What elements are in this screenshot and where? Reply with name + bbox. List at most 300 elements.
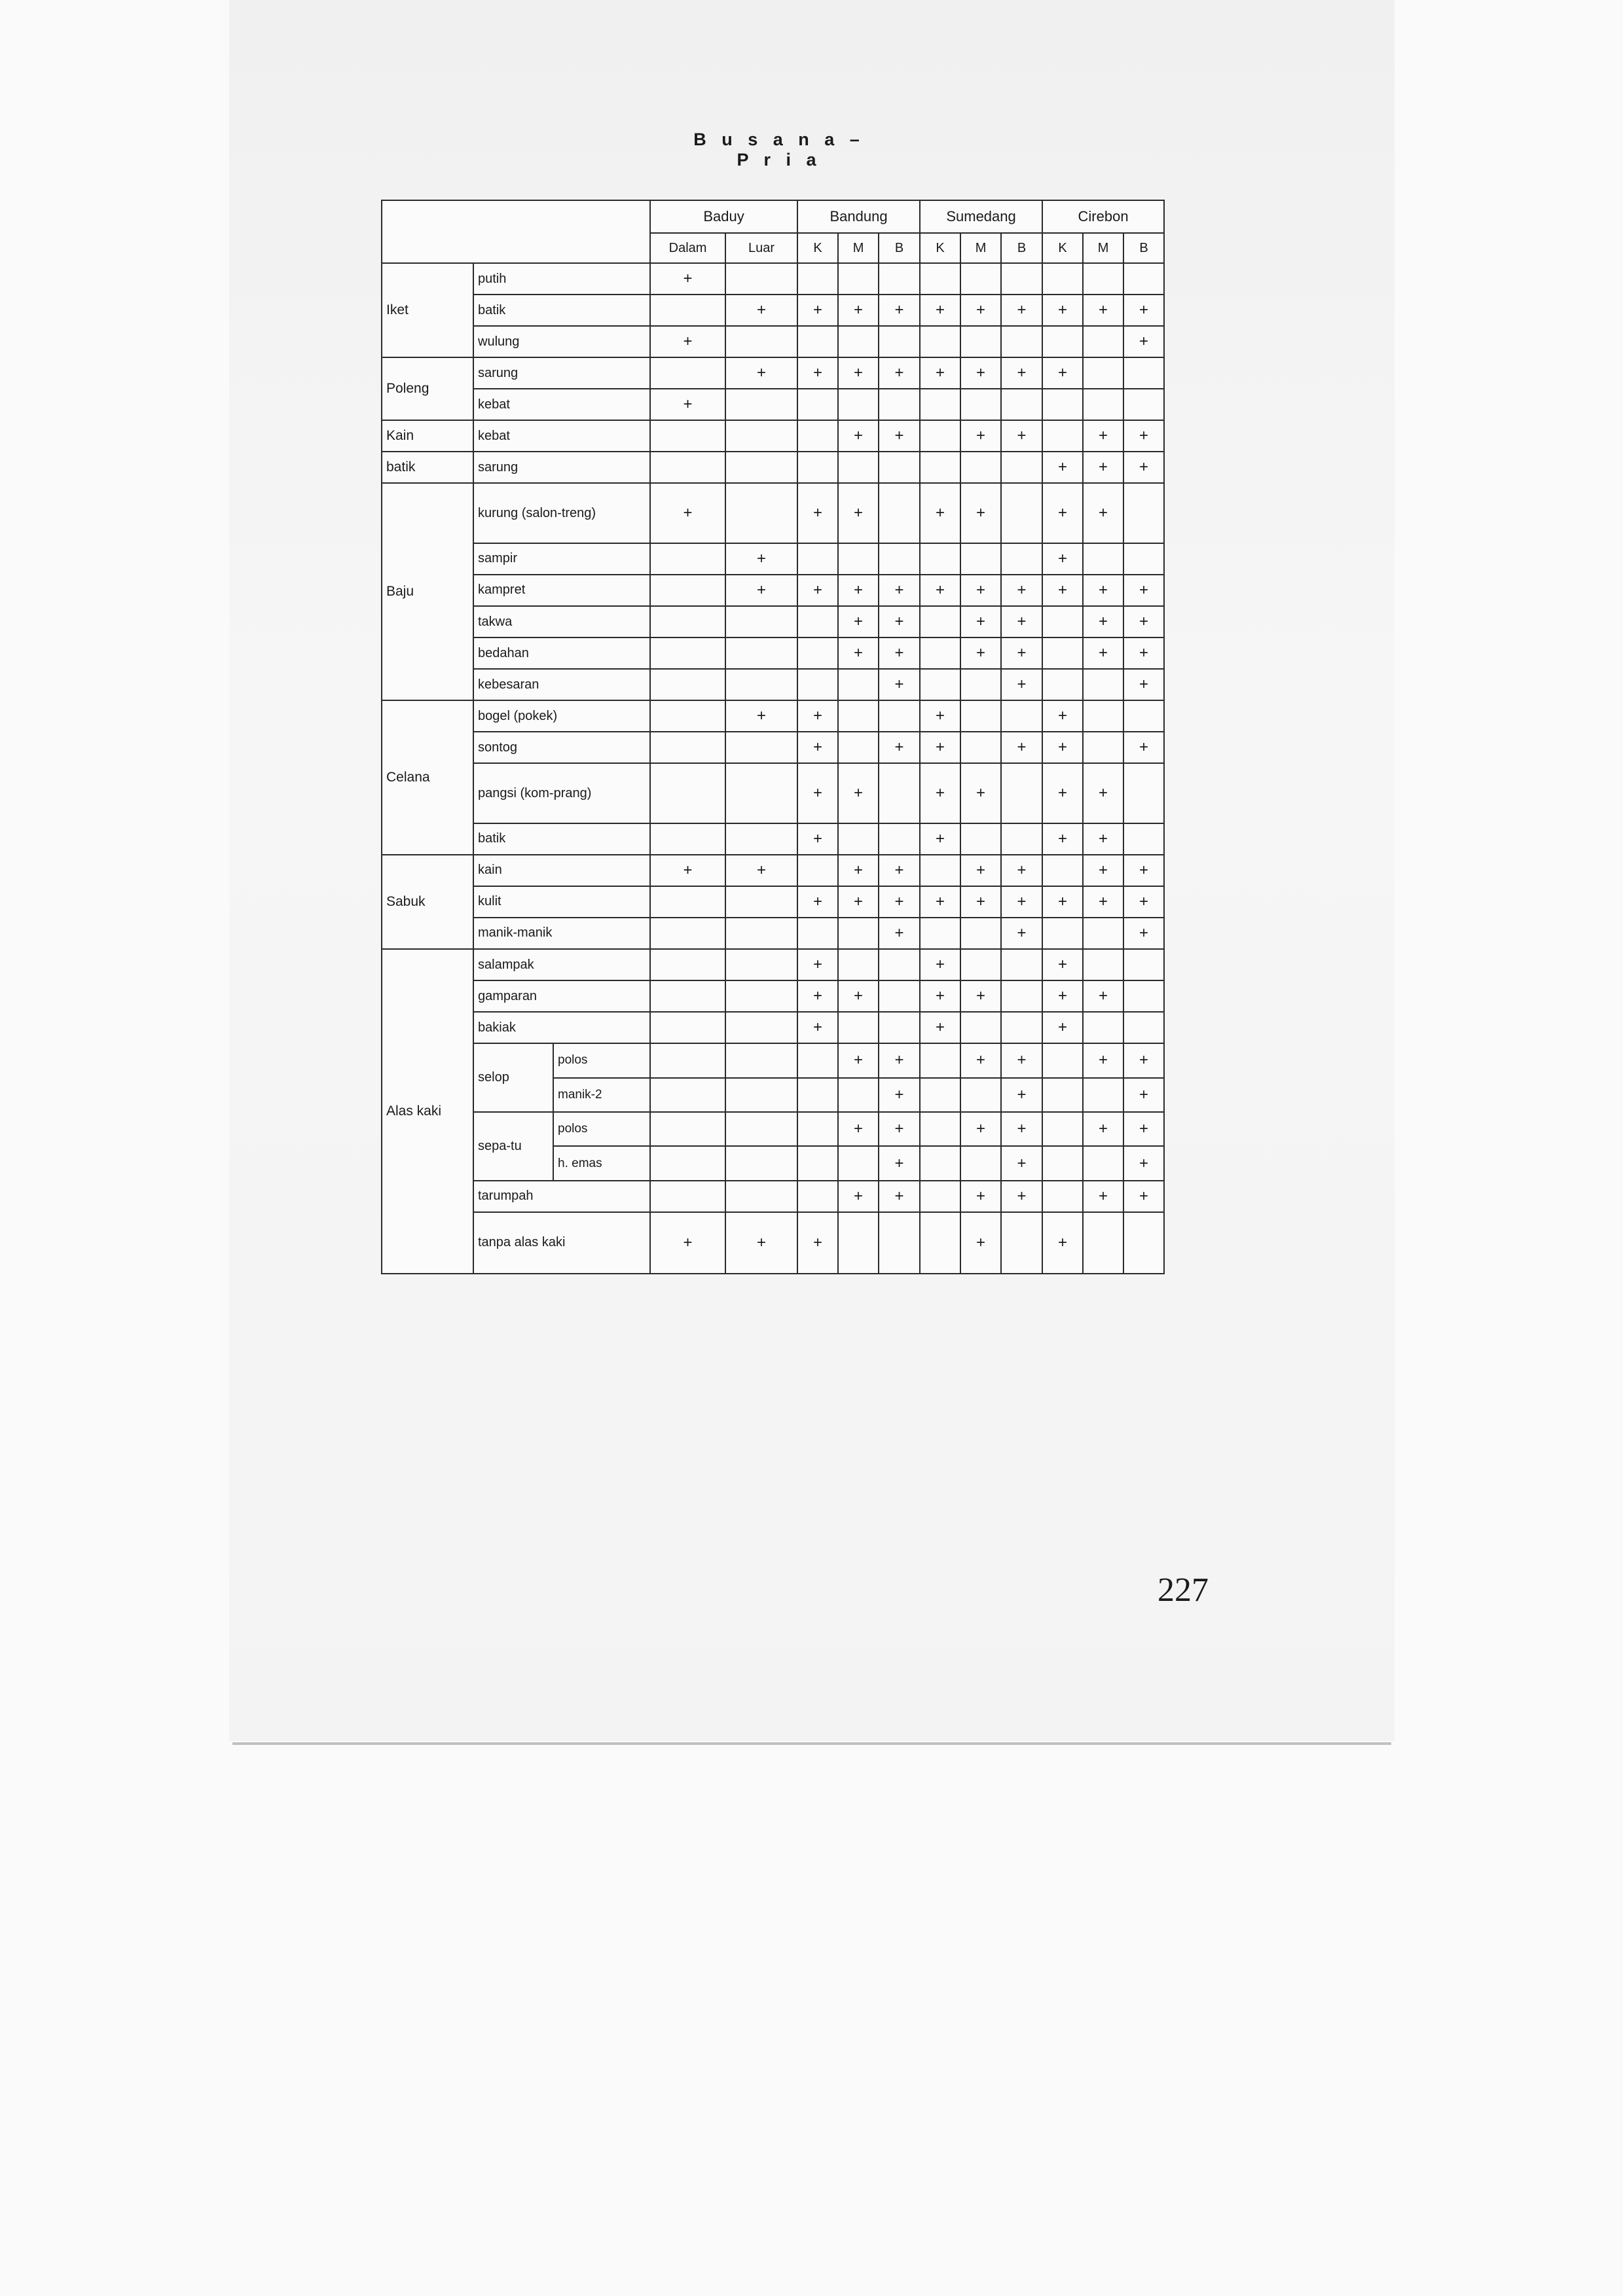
item-cell: sepa-tu (473, 1112, 553, 1181)
empty-mark-cell (960, 949, 1001, 980)
empty-mark-cell (920, 918, 960, 949)
empty-mark-cell (725, 1012, 797, 1043)
plus-mark: + (838, 1043, 879, 1077)
plus-mark: + (879, 1078, 920, 1112)
empty-mark-cell (920, 637, 960, 669)
plus-mark: + (1083, 763, 1123, 823)
empty-mark-cell (838, 543, 879, 575)
plus-mark: + (1083, 855, 1123, 886)
plus-mark: + (960, 1112, 1001, 1146)
table-row (382, 669, 1164, 700)
category-cell: Celana (382, 700, 473, 855)
empty-mark-cell (1001, 543, 1042, 575)
empty-mark-cell (960, 263, 1001, 295)
item-cell: sontog (473, 732, 650, 763)
item-cell: bedahan (473, 637, 650, 669)
table-row (382, 389, 1164, 420)
empty-mark-cell (879, 1212, 920, 1274)
plus-mark: + (797, 483, 838, 543)
plus-mark: + (725, 1212, 797, 1274)
plus-mark: + (879, 855, 920, 886)
empty-mark-cell (725, 949, 797, 980)
plus-mark: + (797, 295, 838, 326)
plus-mark: + (960, 295, 1001, 326)
plus-mark: + (1123, 452, 1164, 483)
plus-mark: + (920, 483, 960, 543)
plus-mark: + (1042, 1212, 1083, 1274)
empty-mark-cell (797, 918, 838, 949)
empty-mark-cell (838, 823, 879, 855)
plus-mark: + (879, 606, 920, 637)
empty-mark-cell (725, 763, 797, 823)
empty-mark-cell (797, 1078, 838, 1112)
empty-mark-cell (725, 637, 797, 669)
empty-mark-cell (1123, 1212, 1164, 1274)
table-row (382, 980, 1164, 1012)
empty-mark-cell (920, 543, 960, 575)
empty-mark-cell (920, 263, 960, 295)
item-cell: sarung (473, 357, 650, 389)
empty-mark-cell (1042, 326, 1083, 357)
empty-mark-cell (1001, 823, 1042, 855)
empty-mark-cell (920, 669, 960, 700)
table-row (382, 420, 1164, 452)
empty-mark-cell (650, 823, 725, 855)
empty-mark-cell (838, 389, 879, 420)
item-cell: pangsi (kom-prang) (473, 763, 650, 823)
plus-mark: + (879, 637, 920, 669)
item-cell: gamparan (473, 980, 650, 1012)
empty-mark-cell (920, 855, 960, 886)
plus-mark: + (1042, 452, 1083, 483)
plus-mark: + (1001, 420, 1042, 452)
plus-mark: + (1001, 669, 1042, 700)
empty-mark-cell (1083, 700, 1123, 732)
empty-mark-cell (1123, 263, 1164, 295)
empty-mark-cell (1042, 1043, 1083, 1077)
plus-mark: + (920, 295, 960, 326)
plus-mark: + (797, 357, 838, 389)
empty-mark-cell (838, 732, 879, 763)
plus-mark: + (725, 543, 797, 575)
plus-mark: + (879, 886, 920, 918)
plus-mark: + (1123, 1112, 1164, 1146)
header-sumedang: Sumedang (920, 200, 1042, 233)
plus-mark: + (1083, 452, 1123, 483)
empty-mark-cell (838, 1012, 879, 1043)
plus-mark: + (797, 949, 838, 980)
plus-mark: + (960, 575, 1001, 606)
empty-mark-cell (920, 1212, 960, 1274)
plus-mark: + (1083, 980, 1123, 1012)
empty-mark-cell (1042, 1078, 1083, 1112)
empty-mark-cell (1123, 543, 1164, 575)
plus-mark: + (1123, 326, 1164, 357)
plus-mark: + (838, 357, 879, 389)
empty-mark-cell (920, 1112, 960, 1146)
empty-mark-cell (879, 389, 920, 420)
item-cell: tanpa alas kaki (473, 1212, 650, 1274)
page-title: B u s a n a – P r i a (693, 130, 865, 170)
empty-mark-cell (725, 918, 797, 949)
plus-mark: + (725, 295, 797, 326)
item-cell: batik (473, 823, 650, 855)
empty-mark-cell (960, 1146, 1001, 1180)
subheader-sumedang-m: M (960, 233, 1001, 263)
empty-mark-cell (725, 452, 797, 483)
empty-mark-cell (960, 918, 1001, 949)
plus-mark: + (1123, 575, 1164, 606)
empty-mark-cell (1083, 357, 1123, 389)
plus-mark: + (920, 575, 960, 606)
empty-mark-cell (1083, 669, 1123, 700)
plus-mark: + (797, 732, 838, 763)
empty-mark-cell (1001, 263, 1042, 295)
plus-mark: + (1083, 606, 1123, 637)
empty-mark-cell (879, 452, 920, 483)
empty-mark-cell (1042, 1146, 1083, 1180)
item-cell: sarung (473, 452, 650, 483)
table-row (382, 295, 1164, 326)
plus-mark: + (1001, 606, 1042, 637)
empty-mark-cell (879, 823, 920, 855)
table-row (382, 543, 1164, 575)
empty-mark-cell (960, 326, 1001, 357)
empty-mark-cell (960, 1078, 1001, 1112)
plus-mark: + (838, 1112, 879, 1146)
empty-mark-cell (797, 637, 838, 669)
table-row (382, 823, 1164, 855)
category-cell: Baju (382, 483, 473, 700)
empty-mark-cell (650, 543, 725, 575)
plus-mark: + (1042, 823, 1083, 855)
subheader-dalam: Dalam (650, 233, 725, 263)
plus-mark: + (650, 263, 725, 295)
empty-mark-cell (650, 700, 725, 732)
plus-mark: + (920, 732, 960, 763)
plus-mark: + (960, 886, 1001, 918)
plus-mark: + (1001, 918, 1042, 949)
empty-mark-cell (960, 669, 1001, 700)
item-cell: kain (473, 855, 650, 886)
plus-mark: + (1001, 295, 1042, 326)
empty-mark-cell (650, 1112, 725, 1146)
plus-mark: + (1123, 606, 1164, 637)
plus-mark: + (797, 763, 838, 823)
plus-mark: + (1042, 1012, 1083, 1043)
empty-mark-cell (1042, 606, 1083, 637)
empty-mark-cell (725, 1043, 797, 1077)
empty-mark-cell (725, 1146, 797, 1180)
plus-mark: + (1083, 637, 1123, 669)
plus-mark: + (650, 326, 725, 357)
plus-mark: + (797, 823, 838, 855)
empty-mark-cell (879, 700, 920, 732)
plus-mark: + (1001, 732, 1042, 763)
table-row (382, 886, 1164, 918)
empty-mark-cell (650, 763, 725, 823)
empty-mark-cell (1001, 949, 1042, 980)
scan-edge (232, 1742, 1391, 1745)
empty-mark-cell (1123, 389, 1164, 420)
plus-mark: + (1001, 1078, 1042, 1112)
sub-item-cell: manik-2 (553, 1078, 650, 1112)
table-row (382, 483, 1164, 543)
empty-mark-cell (725, 483, 797, 543)
table-row (382, 357, 1164, 389)
plus-mark: + (1123, 1043, 1164, 1077)
plus-mark: + (1001, 1181, 1042, 1212)
empty-mark-cell (650, 732, 725, 763)
plus-mark: + (960, 1181, 1001, 1212)
empty-mark-cell (960, 700, 1001, 732)
header-cirebon: Cirebon (1042, 200, 1164, 233)
subheader-bandung-b: B (879, 233, 920, 263)
costume-table (381, 200, 1165, 1274)
plus-mark: + (797, 700, 838, 732)
empty-mark-cell (797, 855, 838, 886)
table-row (382, 263, 1164, 295)
table-row (382, 918, 1164, 949)
plus-mark: + (879, 669, 920, 700)
plus-mark: + (1123, 637, 1164, 669)
empty-mark-cell (838, 326, 879, 357)
plus-mark: + (879, 1043, 920, 1077)
table-row (382, 855, 1164, 886)
empty-mark-cell (838, 949, 879, 980)
empty-mark-cell (650, 980, 725, 1012)
subheader-cirebon-m: M (1083, 233, 1123, 263)
header-row-groups (382, 200, 1164, 233)
plus-mark: + (920, 823, 960, 855)
empty-mark-cell (920, 389, 960, 420)
header-bandung: Bandung (797, 200, 920, 233)
item-cell: sampir (473, 543, 650, 575)
item-cell: manik-manik (473, 918, 650, 949)
empty-mark-cell (920, 1043, 960, 1077)
plus-mark: + (1083, 483, 1123, 543)
table-row (382, 949, 1164, 980)
empty-mark-cell (1042, 855, 1083, 886)
plus-mark: + (1042, 732, 1083, 763)
item-cell: kebesaran (473, 669, 650, 700)
empty-mark-cell (725, 823, 797, 855)
plus-mark: + (838, 763, 879, 823)
plus-mark: + (725, 575, 797, 606)
plus-mark: + (650, 1212, 725, 1274)
empty-mark-cell (725, 732, 797, 763)
empty-mark-cell (797, 263, 838, 295)
empty-mark-cell (1042, 1112, 1083, 1146)
empty-mark-cell (1042, 389, 1083, 420)
plus-mark: + (797, 575, 838, 606)
plus-mark: + (1001, 886, 1042, 918)
plus-mark: + (1083, 1043, 1123, 1077)
empty-mark-cell (1001, 483, 1042, 543)
category-cell: Sabuk (382, 855, 473, 949)
table-row (382, 732, 1164, 763)
plus-mark: + (879, 732, 920, 763)
empty-mark-cell (1001, 389, 1042, 420)
plus-mark: + (920, 700, 960, 732)
plus-mark: + (960, 483, 1001, 543)
empty-mark-cell (725, 420, 797, 452)
plus-mark: + (1042, 483, 1083, 543)
plus-mark: + (960, 855, 1001, 886)
empty-mark-cell (725, 886, 797, 918)
plus-mark: + (1042, 980, 1083, 1012)
sub-item-cell: polos (553, 1043, 650, 1077)
category-cell: Kain (382, 420, 473, 452)
table-row (382, 452, 1164, 483)
item-cell: kebat (473, 420, 650, 452)
plus-mark: + (960, 1043, 1001, 1077)
plus-mark: + (797, 1212, 838, 1274)
empty-mark-cell (1042, 918, 1083, 949)
plus-mark: + (650, 855, 725, 886)
subheader-sumedang-k: K (920, 233, 960, 263)
plus-mark: + (960, 1212, 1001, 1274)
category-cell: Poleng (382, 357, 473, 420)
item-cell: bakiak (473, 1012, 650, 1043)
plus-mark: + (838, 980, 879, 1012)
subheader-bandung-k: K (797, 233, 838, 263)
empty-mark-cell (879, 1012, 920, 1043)
empty-mark-cell (650, 1043, 725, 1077)
empty-mark-cell (725, 389, 797, 420)
empty-mark-cell (1001, 763, 1042, 823)
table-row (382, 700, 1164, 732)
empty-mark-cell (1001, 700, 1042, 732)
plus-mark: + (725, 357, 797, 389)
plus-mark: + (1042, 357, 1083, 389)
empty-mark-cell (920, 606, 960, 637)
empty-mark-cell (797, 1043, 838, 1077)
empty-mark-cell (838, 1146, 879, 1180)
empty-mark-cell (879, 263, 920, 295)
empty-mark-cell (920, 326, 960, 357)
plus-mark: + (838, 886, 879, 918)
empty-mark-cell (879, 763, 920, 823)
empty-mark-cell (725, 1112, 797, 1146)
item-cell: tarumpah (473, 1181, 650, 1212)
empty-mark-cell (725, 980, 797, 1012)
plus-mark: + (1042, 949, 1083, 980)
item-cell: wulung (473, 326, 650, 357)
empty-mark-cell (725, 669, 797, 700)
empty-mark-cell (960, 452, 1001, 483)
empty-mark-cell (920, 452, 960, 483)
plus-mark: + (1042, 543, 1083, 575)
empty-mark-cell (725, 263, 797, 295)
plus-mark: + (838, 1181, 879, 1212)
empty-mark-cell (879, 543, 920, 575)
table-row (382, 606, 1164, 637)
plus-mark: + (1083, 1112, 1123, 1146)
empty-mark-cell (960, 389, 1001, 420)
plus-mark: + (838, 637, 879, 669)
plus-mark: + (1083, 1181, 1123, 1212)
empty-mark-cell (1123, 823, 1164, 855)
item-cell: putih (473, 263, 650, 295)
empty-mark-cell (650, 1012, 725, 1043)
plus-mark: + (1123, 918, 1164, 949)
plus-mark: + (960, 763, 1001, 823)
plus-mark: + (920, 357, 960, 389)
table-row (382, 1012, 1164, 1043)
empty-mark-cell (1042, 669, 1083, 700)
empty-mark-cell (725, 326, 797, 357)
plus-mark: + (879, 575, 920, 606)
item-cell: bogel (pokek) (473, 700, 650, 732)
empty-mark-cell (1123, 949, 1164, 980)
plus-mark: + (960, 420, 1001, 452)
plus-mark: + (838, 483, 879, 543)
item-cell: kampret (473, 575, 650, 606)
empty-mark-cell (1083, 918, 1123, 949)
empty-mark-cell (1083, 1212, 1123, 1274)
empty-mark-cell (1042, 1181, 1083, 1212)
sub-item-cell: polos (553, 1112, 650, 1146)
plus-mark: + (1083, 575, 1123, 606)
subheader-luar: Luar (725, 233, 797, 263)
empty-mark-cell (797, 606, 838, 637)
empty-mark-cell (1042, 637, 1083, 669)
empty-mark-cell (960, 1012, 1001, 1043)
plus-mark: + (838, 855, 879, 886)
plus-mark: + (838, 606, 879, 637)
plus-mark: + (650, 389, 725, 420)
plus-mark: + (1001, 357, 1042, 389)
plus-mark: + (960, 637, 1001, 669)
empty-mark-cell (725, 1181, 797, 1212)
subheader-sumedang-b: B (1001, 233, 1042, 263)
empty-mark-cell (797, 452, 838, 483)
table-row (382, 1181, 1164, 1212)
empty-mark-cell (838, 700, 879, 732)
table-row (382, 326, 1164, 357)
subheader-cirebon-k: K (1042, 233, 1083, 263)
plus-mark: + (1001, 855, 1042, 886)
plus-mark: + (1083, 823, 1123, 855)
plus-mark: + (920, 980, 960, 1012)
plus-mark: + (838, 420, 879, 452)
empty-mark-cell (1083, 1146, 1123, 1180)
plus-mark: + (960, 606, 1001, 637)
page-number: 227 (1158, 1571, 1209, 1609)
empty-mark-cell (650, 1181, 725, 1212)
empty-mark-cell (650, 420, 725, 452)
empty-mark-cell (1083, 389, 1123, 420)
empty-mark-cell (1123, 1012, 1164, 1043)
plus-mark: + (1083, 886, 1123, 918)
empty-mark-cell (797, 420, 838, 452)
plus-mark: + (1123, 420, 1164, 452)
empty-mark-cell (838, 1212, 879, 1274)
empty-mark-cell (920, 1146, 960, 1180)
plus-mark: + (1001, 1146, 1042, 1180)
plus-mark: + (879, 357, 920, 389)
plus-mark: + (879, 420, 920, 452)
plus-mark: + (920, 949, 960, 980)
header-corner (382, 200, 650, 263)
empty-mark-cell (1042, 263, 1083, 295)
plus-mark: + (1123, 1146, 1164, 1180)
plus-mark: + (1001, 575, 1042, 606)
plus-mark: + (1042, 763, 1083, 823)
item-cell: salampak (473, 949, 650, 980)
plus-mark: + (1042, 295, 1083, 326)
